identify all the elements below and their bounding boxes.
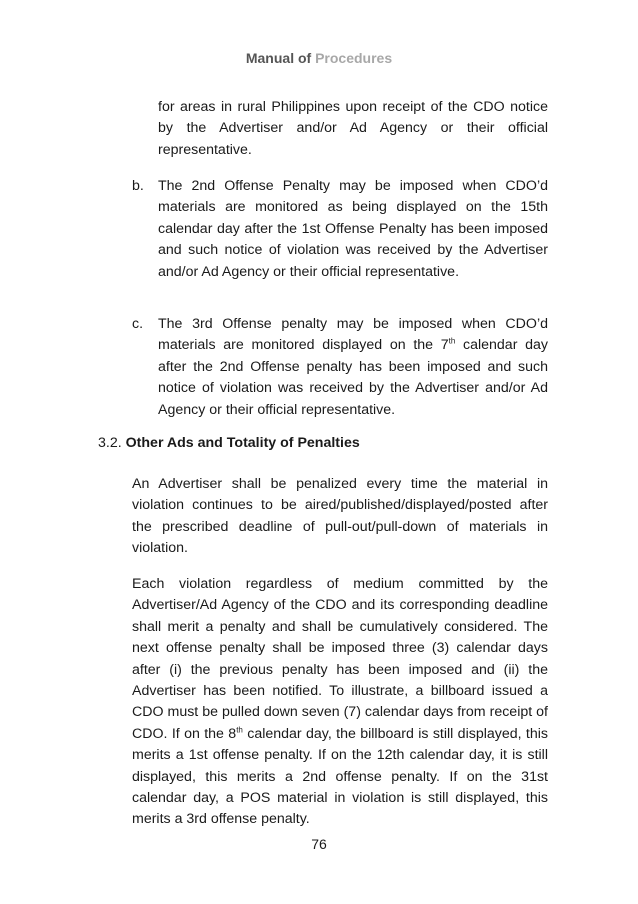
header-title-main: Manual of bbox=[245, 50, 312, 66]
running-header bbox=[0, 50, 638, 66]
item-b-paragraph bbox=[158, 176, 548, 283]
section-number: 3.2. bbox=[98, 435, 122, 451]
section-paragraph-1 bbox=[132, 474, 548, 560]
continued-text: for areas in rural Philippines upon receipt of the CDO notice by the Advertiser and/or Ad Agency or their official representative. bbox=[158, 99, 548, 158]
section-paragraph-2-superscript: th bbox=[236, 725, 243, 735]
item-c-paragraph bbox=[158, 314, 548, 421]
item-b-marker: b. bbox=[132, 178, 144, 194]
item-c-text-after: calendar day after the 2nd Offense penalty has been imposed and such notice of violation was received by the Advertiser and/or Ad Agency or their official representative. bbox=[158, 337, 548, 418]
header-title-accent: Procedures bbox=[315, 50, 393, 66]
section-title: Other Ads and Totality of Penalties bbox=[125, 435, 360, 451]
continued-paragraph bbox=[158, 97, 548, 161]
section-heading bbox=[98, 433, 360, 454]
section-paragraph-2 bbox=[132, 574, 548, 831]
section-paragraph-2-before: Each violation regardless of medium committed by the Advertiser/Ad Agency of the CDO and its corresponding deadline shall merit a penalty and shall be cumulatively considered. The next offense penalty shall be imposed three (3) calendar days after (i) the previous penalty has been imposed and (ii) the Advertiser has been notified. To illustrate, a billboard issued a CDO must be pulled down seven (7) calendar days from receipt of CDO. If on the 8 bbox=[132, 576, 548, 742]
item-c-marker: c. bbox=[132, 316, 144, 332]
item-c-text-before: The 3rd Offense penalty may be imposed when CDO’d materials are monitored displayed on the 7 bbox=[158, 316, 548, 354]
section-paragraph-1-text: An Advertiser shall be penalized every time the material in violation continues to be aired/published/displayed/posted after the prescribed deadline of pull-out/pull-down of materials in violation. bbox=[132, 476, 548, 557]
page-number: 76 bbox=[311, 836, 327, 852]
item-c-superscript: th bbox=[448, 336, 456, 346]
section-paragraph-2-after: calendar day, the billboard is still displayed, this merits a 1st offense penalty. If on the 12th calendar day, it is still displayed, this merits a 2nd offense penalty. If on the 31st calendar day, a POS material in violation is still displayed, this merits a 3rd offense penalty. bbox=[132, 725, 549, 828]
item-b-text: The 2nd Offense Penalty may be imposed when CDO’d materials are monitored as being displayed on the 15th calendar day after the 1st Offense Penalty has been imposed and such notice of violation was received by the Advertiser and/or Ad Agency or their official representative. bbox=[158, 178, 548, 280]
